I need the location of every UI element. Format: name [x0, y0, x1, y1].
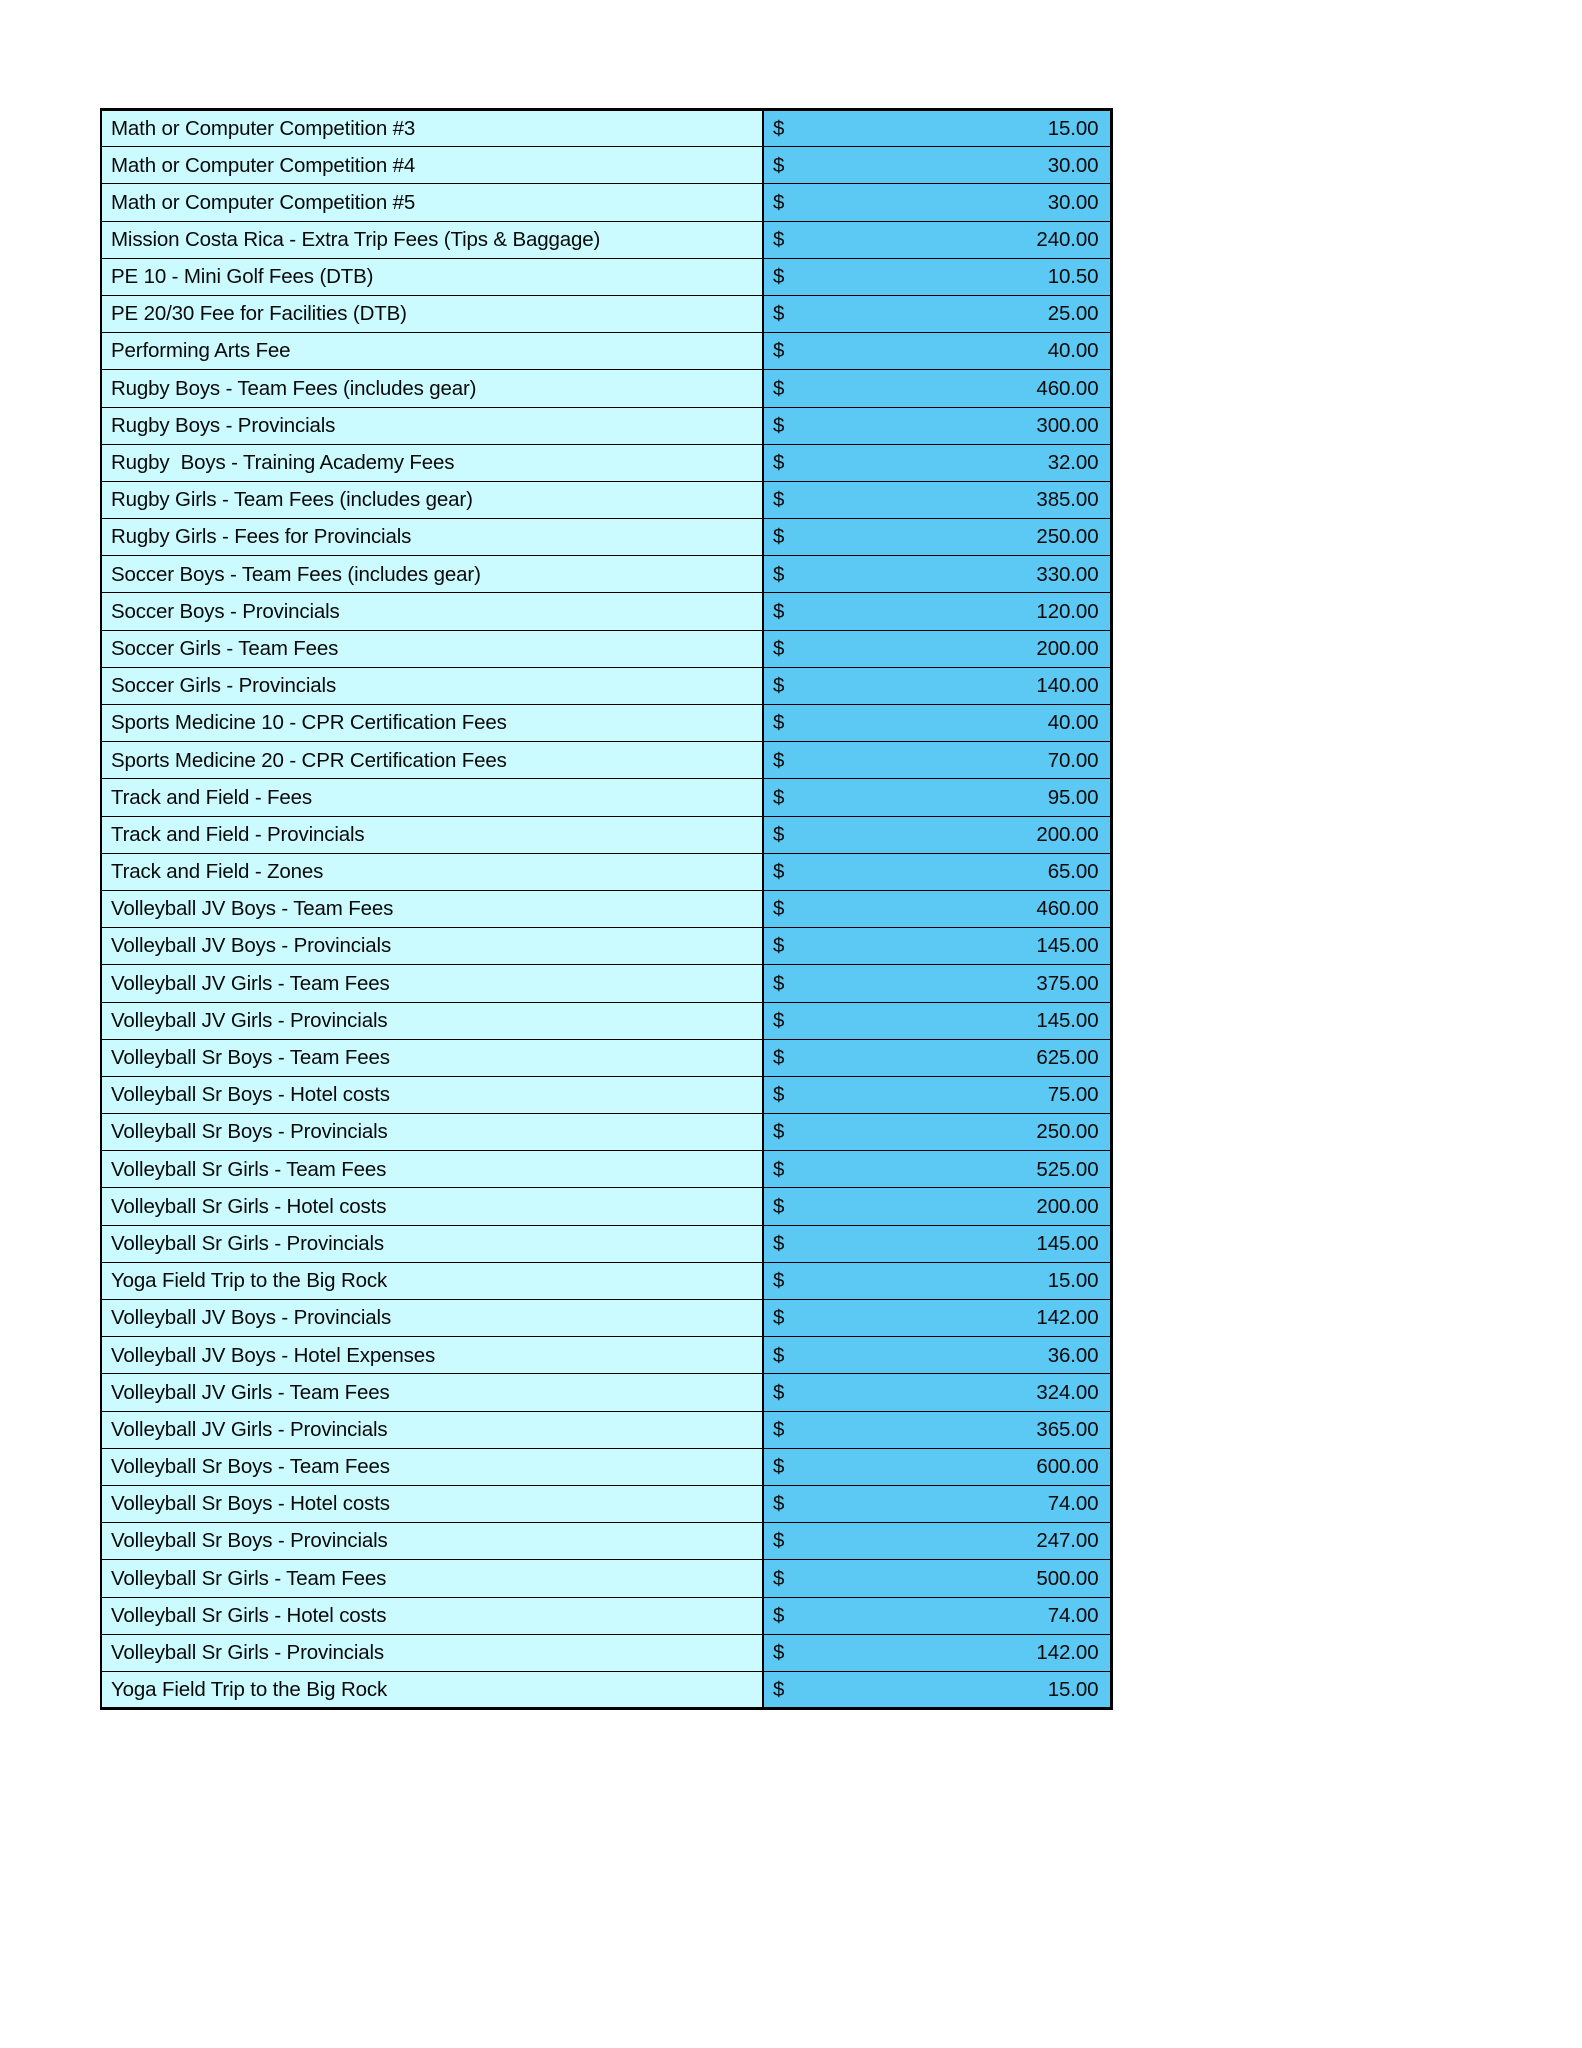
table-row	[101, 1188, 1111, 1225]
amount-row	[773, 266, 1099, 288]
currency-symbol: $	[773, 711, 785, 735]
fee-description-cell: Sports Medicine 10 - CPR Certification Fees	[101, 705, 763, 742]
amount-row	[773, 1196, 1099, 1218]
fee-amount-cell	[763, 147, 1111, 184]
table-row	[101, 816, 1111, 853]
table-row	[101, 667, 1111, 704]
fee-schedule-table	[100, 108, 1113, 1710]
table-row	[101, 519, 1111, 556]
fee-description-cell: Rugby Boys - Team Fees (includes gear)	[101, 370, 763, 407]
fee-description-cell: Math or Computer Competition #4	[101, 147, 763, 184]
fee-amount-cell	[763, 519, 1111, 556]
fee-description-cell: Soccer Girls - Team Fees	[101, 630, 763, 667]
currency-symbol: $	[773, 1120, 785, 1144]
fee-description-cell: Volleyball JV Girls - Provincials	[101, 1411, 763, 1448]
amount-value: 25.00	[1047, 302, 1099, 326]
currency-symbol: $	[773, 116, 785, 140]
table-row	[101, 184, 1111, 221]
fee-description-cell: Performing Arts Fee	[101, 333, 763, 370]
table-row	[101, 853, 1111, 890]
table-row	[101, 1523, 1111, 1560]
currency-symbol: $	[773, 748, 785, 772]
fee-description-cell: Rugby Girls - Fees for Provincials	[101, 519, 763, 556]
amount-value: 330.00	[1036, 562, 1099, 586]
currency-symbol: $	[773, 302, 785, 326]
fee-description-cell: Track and Field - Provincials	[101, 816, 763, 853]
fee-description-cell: Volleyball Sr Boys - Hotel costs	[101, 1076, 763, 1113]
amount-row	[773, 898, 1099, 920]
amount-row	[773, 638, 1099, 660]
amount-value: 250.00	[1036, 525, 1099, 549]
currency-symbol: $	[773, 488, 785, 512]
amount-row	[773, 601, 1099, 623]
amount-value: 250.00	[1036, 1120, 1099, 1144]
amount-value: 375.00	[1036, 971, 1099, 995]
currency-symbol: $	[773, 1194, 785, 1218]
amount-row	[773, 1084, 1099, 1106]
fee-description-cell: Math or Computer Competition #3	[101, 110, 763, 147]
amount-row	[773, 303, 1099, 325]
fee-amount-cell	[763, 221, 1111, 258]
currency-symbol: $	[773, 1008, 785, 1032]
fee-amount-cell	[763, 258, 1111, 295]
amount-value: 145.00	[1036, 1231, 1099, 1255]
table-row	[101, 1039, 1111, 1076]
table-row	[101, 1076, 1111, 1113]
table-row	[101, 1634, 1111, 1671]
amount-row	[773, 229, 1099, 251]
amount-value: 15.00	[1047, 116, 1099, 140]
fee-amount-cell	[763, 1114, 1111, 1151]
fee-amount-cell	[763, 1634, 1111, 1671]
fee-description-cell: Track and Field - Zones	[101, 853, 763, 890]
table-row	[101, 370, 1111, 407]
amount-row	[773, 452, 1099, 474]
amount-value: 145.00	[1036, 934, 1099, 958]
table-row	[101, 110, 1111, 147]
amount-value: 600.00	[1036, 1455, 1099, 1479]
table-row	[101, 333, 1111, 370]
amount-row	[773, 824, 1099, 846]
amount-row	[773, 935, 1099, 957]
currency-symbol: $	[773, 1529, 785, 1553]
currency-symbol: $	[773, 1046, 785, 1070]
currency-symbol: $	[773, 265, 785, 289]
fee-description-cell: Yoga Field Trip to the Big Rock	[101, 1262, 763, 1299]
amount-value: 36.00	[1047, 1343, 1099, 1367]
currency-symbol: $	[773, 599, 785, 623]
fee-amount-cell	[763, 928, 1111, 965]
amount-value: 200.00	[1036, 636, 1099, 660]
fee-amount-cell	[763, 444, 1111, 481]
fee-description-cell: Volleyball JV Girls - Provincials	[101, 1002, 763, 1039]
currency-symbol: $	[773, 1417, 785, 1441]
amount-row	[773, 415, 1099, 437]
amount-value: 247.00	[1036, 1529, 1099, 1553]
currency-symbol: $	[773, 525, 785, 549]
amount-value: 65.00	[1047, 860, 1099, 884]
amount-value: 200.00	[1036, 822, 1099, 846]
amount-row	[773, 1642, 1099, 1664]
fee-amount-cell	[763, 593, 1111, 630]
amount-value: 30.00	[1047, 153, 1099, 177]
fee-amount-cell	[763, 1337, 1111, 1374]
amount-value: 95.00	[1047, 785, 1099, 809]
amount-value: 324.00	[1036, 1380, 1099, 1404]
amount-row	[773, 1679, 1099, 1701]
fee-description-cell: Math or Computer Competition #5	[101, 184, 763, 221]
table-row	[101, 1114, 1111, 1151]
fee-description-cell: Sports Medicine 20 - CPR Certification Fees	[101, 742, 763, 779]
amount-row	[773, 564, 1099, 586]
amount-value: 365.00	[1036, 1417, 1099, 1441]
amount-row	[773, 1345, 1099, 1367]
table-row	[101, 1374, 1111, 1411]
amount-row	[773, 1568, 1099, 1590]
amount-value: 30.00	[1047, 190, 1099, 214]
fee-description-cell: Volleyball Sr Boys - Team Fees	[101, 1448, 763, 1485]
fee-description-cell: Volleyball Sr Boys - Provincials	[101, 1114, 763, 1151]
currency-symbol: $	[773, 413, 785, 437]
fee-amount-cell	[763, 295, 1111, 332]
amount-value: 142.00	[1036, 1641, 1099, 1665]
table-row	[101, 705, 1111, 742]
amount-row	[773, 489, 1099, 511]
amount-value: 40.00	[1047, 339, 1099, 363]
currency-symbol: $	[773, 860, 785, 884]
fee-description-cell: Volleyball Sr Girls - Hotel costs	[101, 1597, 763, 1634]
amount-value: 74.00	[1047, 1492, 1099, 1516]
fee-amount-cell	[763, 481, 1111, 518]
currency-symbol: $	[773, 1566, 785, 1590]
fee-amount-cell	[763, 1485, 1111, 1522]
currency-symbol: $	[773, 451, 785, 475]
fee-amount-cell	[763, 853, 1111, 890]
fee-amount-cell	[763, 1300, 1111, 1337]
amount-row	[773, 1307, 1099, 1329]
currency-symbol: $	[773, 822, 785, 846]
amount-value: 145.00	[1036, 1008, 1099, 1032]
currency-symbol: $	[773, 1306, 785, 1330]
amount-row	[773, 118, 1099, 140]
amount-value: 200.00	[1036, 1194, 1099, 1218]
amount-row	[773, 155, 1099, 177]
fee-amount-cell	[763, 1560, 1111, 1597]
fee-amount-cell	[763, 742, 1111, 779]
fee-amount-cell	[763, 333, 1111, 370]
amount-row	[773, 973, 1099, 995]
currency-symbol: $	[773, 1677, 785, 1701]
amount-row	[773, 1121, 1099, 1143]
currency-symbol: $	[773, 934, 785, 958]
fee-description-cell: Volleyball Sr Boys - Team Fees	[101, 1039, 763, 1076]
fee-amount-cell	[763, 1671, 1111, 1708]
amount-value: 385.00	[1036, 488, 1099, 512]
table-row	[101, 556, 1111, 593]
fee-amount-cell	[763, 890, 1111, 927]
amount-row	[773, 1493, 1099, 1515]
table-row	[101, 1002, 1111, 1039]
fee-amount-cell	[763, 667, 1111, 704]
amount-row	[773, 378, 1099, 400]
fee-amount-cell	[763, 1411, 1111, 1448]
amount-row	[773, 750, 1099, 772]
fee-amount-cell	[763, 1262, 1111, 1299]
currency-symbol: $	[773, 227, 785, 251]
table-row	[101, 221, 1111, 258]
fee-amount-cell	[763, 1523, 1111, 1560]
fee-amount-cell	[763, 407, 1111, 444]
fee-amount-cell	[763, 556, 1111, 593]
fee-description-cell: Volleyball JV Boys - Provincials	[101, 1300, 763, 1337]
currency-symbol: $	[773, 1455, 785, 1479]
fee-table-body	[101, 110, 1111, 1709]
currency-symbol: $	[773, 562, 785, 586]
amount-row	[773, 1159, 1099, 1181]
fee-amount-cell	[763, 1225, 1111, 1262]
currency-symbol: $	[773, 153, 785, 177]
amount-row	[773, 1270, 1099, 1292]
table-row	[101, 742, 1111, 779]
amount-value: 500.00	[1036, 1566, 1099, 1590]
amount-row	[773, 192, 1099, 214]
table-row	[101, 965, 1111, 1002]
fee-amount-cell	[763, 1448, 1111, 1485]
amount-value: 142.00	[1036, 1306, 1099, 1330]
currency-symbol: $	[773, 190, 785, 214]
amount-value: 525.00	[1036, 1157, 1099, 1181]
currency-symbol: $	[773, 1492, 785, 1516]
table-row	[101, 1337, 1111, 1374]
currency-symbol: $	[773, 785, 785, 809]
currency-symbol: $	[773, 1343, 785, 1367]
table-row	[101, 1597, 1111, 1634]
fee-amount-cell	[763, 184, 1111, 221]
table-row	[101, 1671, 1111, 1708]
fee-description-cell: Volleyball JV Boys - Hotel Expenses	[101, 1337, 763, 1374]
currency-symbol: $	[773, 339, 785, 363]
currency-symbol: $	[773, 1603, 785, 1627]
table-row	[101, 147, 1111, 184]
amount-row	[773, 1530, 1099, 1552]
amount-row	[773, 526, 1099, 548]
fee-amount-cell	[763, 630, 1111, 667]
fee-amount-cell	[763, 110, 1111, 147]
table-row	[101, 295, 1111, 332]
fee-amount-cell	[763, 1076, 1111, 1113]
fee-description-cell: PE 20/30 Fee for Facilities (DTB)	[101, 295, 763, 332]
fee-description-cell: Rugby Boys - Training Academy Fees	[101, 444, 763, 481]
fee-description-cell: Soccer Boys - Provincials	[101, 593, 763, 630]
amount-value: 460.00	[1036, 897, 1099, 921]
amount-value: 32.00	[1047, 451, 1099, 475]
amount-row	[773, 861, 1099, 883]
currency-symbol: $	[773, 1157, 785, 1181]
amount-row	[773, 1456, 1099, 1478]
amount-value: 10.50	[1047, 265, 1099, 289]
fee-description-cell: Volleyball Sr Girls - Team Fees	[101, 1560, 763, 1597]
currency-symbol: $	[773, 897, 785, 921]
fee-amount-cell	[763, 1151, 1111, 1188]
fee-description-cell: Volleyball JV Boys - Team Fees	[101, 890, 763, 927]
amount-value: 15.00	[1047, 1677, 1099, 1701]
amount-value: 300.00	[1036, 413, 1099, 437]
table-row	[101, 258, 1111, 295]
fee-description-cell: Track and Field - Fees	[101, 779, 763, 816]
table-row	[101, 779, 1111, 816]
table-row	[101, 890, 1111, 927]
fee-description-cell: Mission Costa Rica - Extra Trip Fees (Tips & Baggage)	[101, 221, 763, 258]
table-row	[101, 630, 1111, 667]
table-row	[101, 1448, 1111, 1485]
amount-row	[773, 787, 1099, 809]
amount-row	[773, 675, 1099, 697]
currency-symbol: $	[773, 636, 785, 660]
currency-symbol: $	[773, 971, 785, 995]
table-row	[101, 481, 1111, 518]
amount-row	[773, 340, 1099, 362]
fee-amount-cell	[763, 1002, 1111, 1039]
fee-description-cell: Volleyball Sr Girls - Provincials	[101, 1225, 763, 1262]
amount-row	[773, 712, 1099, 734]
fee-amount-cell	[763, 370, 1111, 407]
table-row	[101, 593, 1111, 630]
amount-row	[773, 1047, 1099, 1069]
table-row	[101, 1560, 1111, 1597]
table-row	[101, 1225, 1111, 1262]
fee-description-cell: Soccer Girls - Provincials	[101, 667, 763, 704]
amount-value: 70.00	[1047, 748, 1099, 772]
fee-description-cell: Volleyball JV Girls - Team Fees	[101, 1374, 763, 1411]
fee-description-cell: Volleyball Sr Girls - Hotel costs	[101, 1188, 763, 1225]
currency-symbol: $	[773, 1380, 785, 1404]
fee-description-cell: Volleyball JV Girls - Team Fees	[101, 965, 763, 1002]
currency-symbol: $	[773, 1231, 785, 1255]
amount-row	[773, 1419, 1099, 1441]
fee-description-cell: Rugby Boys - Provincials	[101, 407, 763, 444]
fee-description-cell: Volleyball Sr Girls - Team Fees	[101, 1151, 763, 1188]
amount-value: 140.00	[1036, 674, 1099, 698]
currency-symbol: $	[773, 376, 785, 400]
currency-symbol: $	[773, 1269, 785, 1293]
amount-row	[773, 1382, 1099, 1404]
table-row	[101, 1262, 1111, 1299]
fee-description-cell: Volleyball Sr Boys - Provincials	[101, 1523, 763, 1560]
fee-amount-cell	[763, 1188, 1111, 1225]
fee-description-cell: PE 10 - Mini Golf Fees (DTB)	[101, 258, 763, 295]
table-row	[101, 444, 1111, 481]
fee-description-cell: Volleyball Sr Girls - Provincials	[101, 1634, 763, 1671]
amount-value: 460.00	[1036, 376, 1099, 400]
amount-value: 120.00	[1036, 599, 1099, 623]
fee-amount-cell	[763, 1597, 1111, 1634]
fee-description-cell: Soccer Boys - Team Fees (includes gear)	[101, 556, 763, 593]
amount-value: 625.00	[1036, 1046, 1099, 1070]
fee-amount-cell	[763, 705, 1111, 742]
table-row	[101, 1485, 1111, 1522]
fee-amount-cell	[763, 779, 1111, 816]
fee-description-cell: Yoga Field Trip to the Big Rock	[101, 1671, 763, 1708]
fee-amount-cell	[763, 1039, 1111, 1076]
amount-value: 75.00	[1047, 1083, 1099, 1107]
currency-symbol: $	[773, 1083, 785, 1107]
amount-value: 240.00	[1036, 227, 1099, 251]
fee-description-cell: Volleyball Sr Boys - Hotel costs	[101, 1485, 763, 1522]
amount-row	[773, 1233, 1099, 1255]
amount-value: 74.00	[1047, 1603, 1099, 1627]
table-row	[101, 928, 1111, 965]
amount-row	[773, 1010, 1099, 1032]
amount-value: 15.00	[1047, 1269, 1099, 1293]
fee-amount-cell	[763, 965, 1111, 1002]
currency-symbol: $	[773, 1641, 785, 1665]
table-row	[101, 1151, 1111, 1188]
fee-description-cell: Volleyball JV Boys - Provincials	[101, 928, 763, 965]
amount-row	[773, 1605, 1099, 1627]
fee-amount-cell	[763, 1374, 1111, 1411]
fee-description-cell: Rugby Girls - Team Fees (includes gear)	[101, 481, 763, 518]
amount-value: 40.00	[1047, 711, 1099, 735]
currency-symbol: $	[773, 674, 785, 698]
table-row	[101, 1411, 1111, 1448]
fee-table-container	[100, 108, 1110, 1710]
fee-amount-cell	[763, 816, 1111, 853]
table-row	[101, 1300, 1111, 1337]
table-row	[101, 407, 1111, 444]
